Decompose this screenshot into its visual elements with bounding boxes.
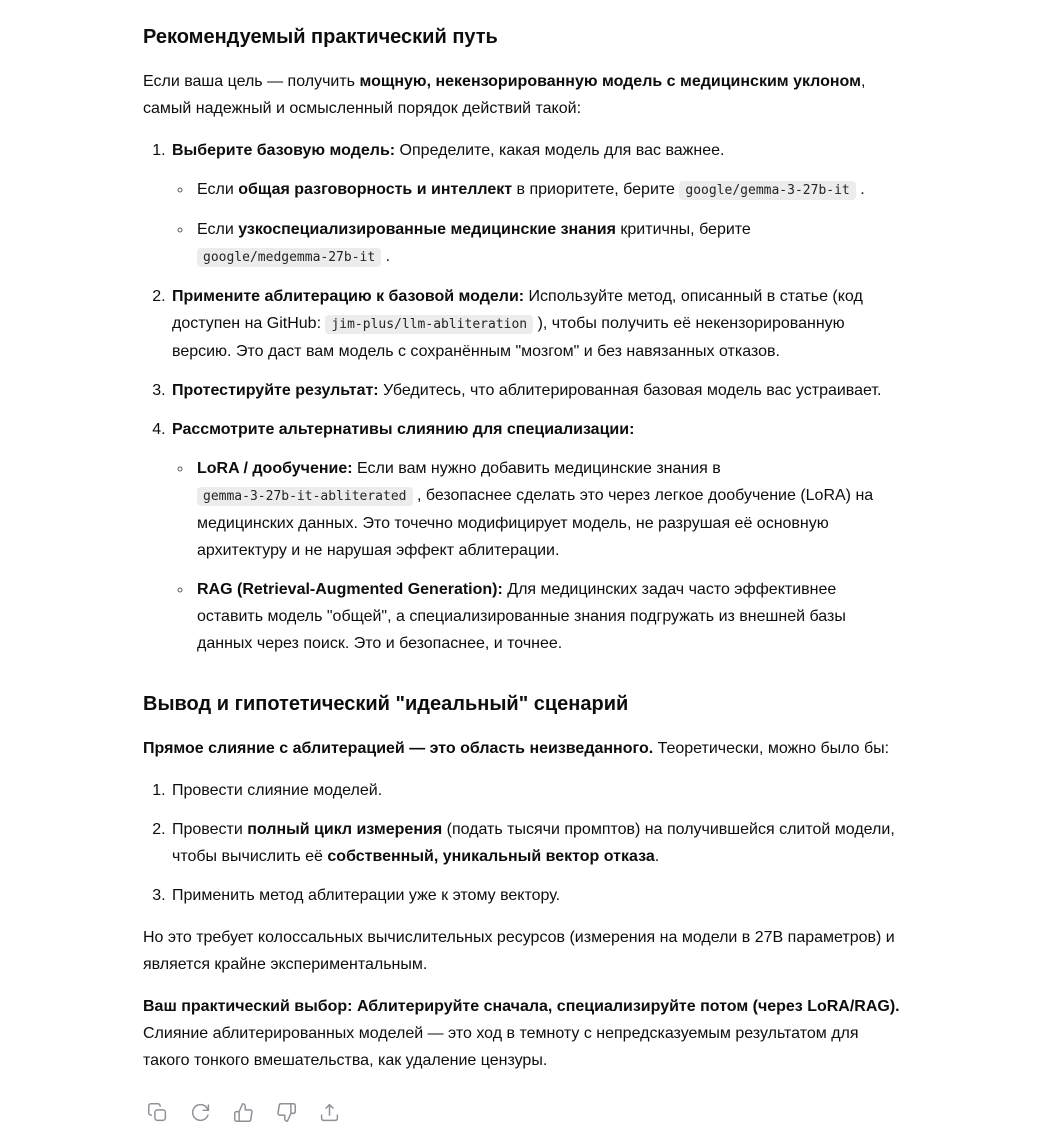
bold-text: LoRA / дообучение: xyxy=(197,460,353,477)
regenerate-icon xyxy=(190,1102,211,1123)
text-run: Но это требует колоссальных вычислительных ресурсов (измерения на модели в 27B параметров) и является крайне экспериментальным. xyxy=(143,929,895,973)
assistant-message xyxy=(143,0,903,1145)
inline-code: jim-plus/llm-abliteration xyxy=(325,315,533,334)
text-run: Если xyxy=(197,181,239,198)
bold-text: узкоспециализированные медицинские знания xyxy=(238,221,616,238)
bold-text: общая разговорность и интеллект xyxy=(238,181,513,198)
paragraph xyxy=(143,68,903,122)
bold-text: Ваш практический выбор: Аблитерируйте сначала, специализируйте потом (через LoRA/RAG). xyxy=(143,998,900,1015)
numbered-list xyxy=(143,137,903,657)
paragraph xyxy=(143,924,903,978)
text-run: . xyxy=(855,181,865,198)
paragraph xyxy=(143,993,903,1074)
bold-text: собственный, уникальный вектор отказа xyxy=(327,848,655,865)
numbered-list-item xyxy=(170,283,903,365)
text-run: Рекомендуемый практический путь xyxy=(143,26,498,48)
share-icon xyxy=(319,1102,340,1123)
text-run: . xyxy=(381,248,391,265)
numbered-list-item xyxy=(170,777,903,804)
thumbs-up-icon xyxy=(233,1102,254,1123)
inline-code: google/gemma-3-27b-it xyxy=(679,181,855,200)
text-run: критичны, берите xyxy=(615,221,751,238)
numbered-list-item xyxy=(170,816,903,870)
bold-text: мощную, некензорированную модель с медицинским уклоном xyxy=(359,73,861,90)
text-run: Для медицинских задач часто эффективнее оставить модель "общей", а специализированные знания подгружать из внешней базы данных через поиск. Это и безопаснее, и точнее. xyxy=(197,581,846,652)
numbered-list-item xyxy=(170,377,903,404)
text-run: Если xyxy=(197,221,239,238)
nested-bullet-list xyxy=(172,455,903,657)
regenerate-button[interactable] xyxy=(186,1098,215,1127)
text-run: Теоретически, можно было бы: xyxy=(653,740,890,757)
thumbs-up-button[interactable] xyxy=(229,1098,258,1127)
text-run: Если ваша цель — получить xyxy=(143,73,360,90)
paragraph xyxy=(143,735,903,762)
text-run: , безопаснее сделать это через легкое дообучение (LoRA) на медицинских данных. Это точечно модифицирует модель, не разрушая её основную архитектуру и не нарушая эффект аблитерации. xyxy=(197,487,874,559)
text-run: Если вам нужно добавить медицинские знания в xyxy=(352,460,721,477)
bullet-list-item xyxy=(193,576,903,657)
copy-button[interactable] xyxy=(143,1098,172,1127)
bullet-list-item xyxy=(193,216,903,271)
bold-text: RAG (Retrieval-Augmented Generation): xyxy=(197,581,503,598)
text-run: , самый надежный и осмысленный порядок действий такой: xyxy=(143,73,866,117)
thumbs-down-button[interactable] xyxy=(272,1098,301,1127)
bullet-list-item xyxy=(193,176,903,204)
text-run: Слияние аблитерированных моделей — это ход в темноту с непредсказуемым результатом для такого тонкого вмешательства, как удаление цензуры. xyxy=(143,1025,859,1069)
thumbs-down-icon xyxy=(276,1102,297,1123)
text-run: Определите, какая модель для вас важнее. xyxy=(395,142,725,159)
text-run: Провести xyxy=(172,821,248,838)
bold-text: полный цикл измерения xyxy=(247,821,443,838)
numbered-list xyxy=(143,777,903,909)
bold-text: Выберите базовую модель: xyxy=(172,142,396,159)
inline-code: google/medgemma-27b-it xyxy=(197,248,381,267)
text-run: в приоритете, берите xyxy=(512,181,680,198)
bold-text: Прямое слияние с аблитерацией — это область неизведанного. xyxy=(143,740,654,757)
text-run: Используйте метод, описанный в статье (код доступен на GitHub: xyxy=(172,288,863,332)
text-run: Провести слияние моделей. xyxy=(172,782,383,799)
message-content xyxy=(143,24,903,1074)
text-run: ), чтобы получить её некензорированную версию. Это даст вам модель с сохранённым "мозгом" и без навязанных отказов. xyxy=(172,315,845,360)
text-run: (подать тысячи промптов) на получившейся слитой модели, чтобы вычислить её xyxy=(172,821,895,865)
section-heading xyxy=(143,691,903,717)
bold-text: Рассмотрите альтернативы слиянию для специализации: xyxy=(172,421,635,438)
share-button[interactable] xyxy=(315,1098,344,1127)
bold-text: Примените аблитерацию к базовой модели: xyxy=(172,288,525,305)
bullet-list-item xyxy=(193,455,903,564)
numbered-list-item xyxy=(170,137,903,271)
message-action-bar xyxy=(143,1098,903,1127)
numbered-list-item xyxy=(170,882,903,909)
section-heading xyxy=(143,24,903,50)
copy-icon xyxy=(147,1102,168,1123)
text-run: . xyxy=(654,848,660,865)
bold-text: Протестируйте результат: xyxy=(172,382,379,399)
numbered-list-item xyxy=(170,416,903,657)
inline-code: gemma-3-27b-it-abliterated xyxy=(197,487,413,506)
text-run: Применить метод аблитерации уже к этому вектору. xyxy=(172,887,561,904)
text-run: Вывод и гипотетический "идеальный" сценарий xyxy=(143,693,629,715)
text-run: Убедитесь, что аблитерированная базовая модель вас устраивает. xyxy=(378,382,882,399)
nested-bullet-list xyxy=(172,176,903,271)
